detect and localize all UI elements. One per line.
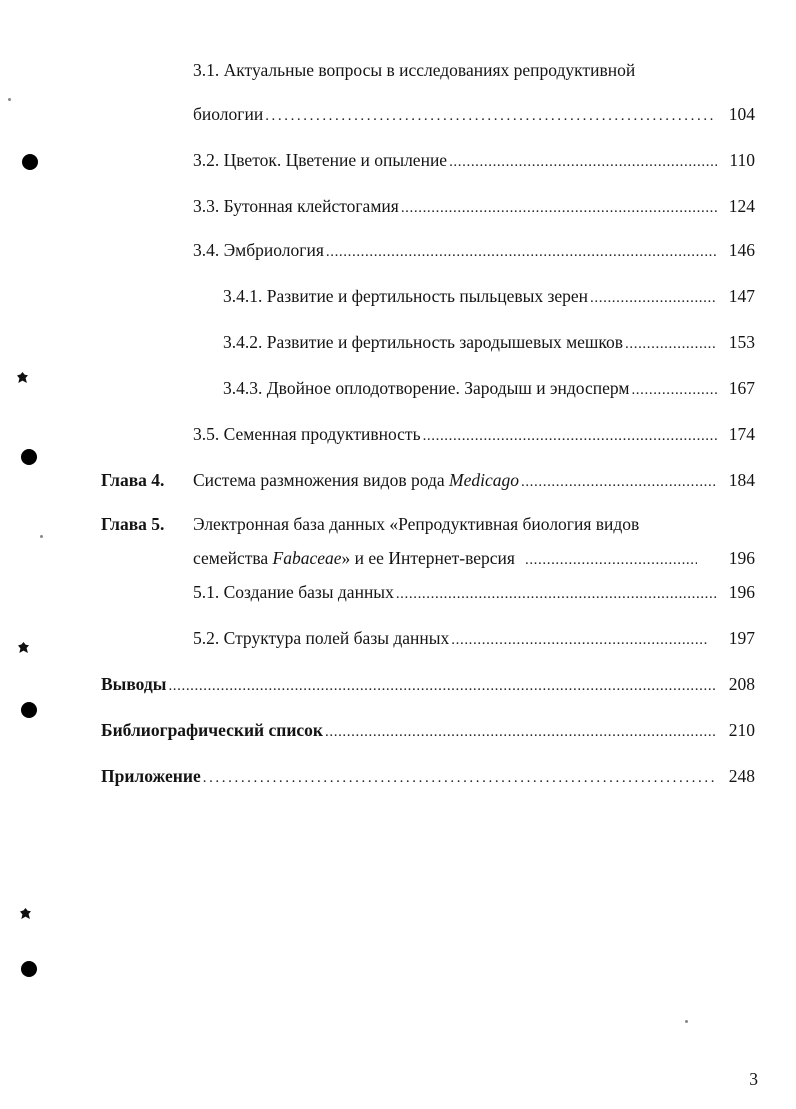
dot-leader (449, 154, 717, 171)
toc-page-number: 248 (728, 766, 755, 786)
dot-leader (451, 632, 707, 649)
toc-page-number: 196 (728, 582, 755, 602)
toc-page-number: 208 (728, 674, 755, 694)
dot-leader (325, 724, 717, 741)
toc-entry-label: 5.1. Создание базы данных (193, 582, 394, 602)
toc-entry-label: 3.4.1. Развитие и фертильность пыльцевых зерен (223, 286, 589, 306)
toc-entry-label: Система размножения видов рода Medicago (193, 470, 519, 490)
toc-page-number: 110 (729, 150, 755, 170)
toc-page-number: 197 (728, 628, 755, 648)
toc-entry-3-1[interactable] (193, 104, 755, 130)
toc-page-number: 153 (728, 332, 755, 352)
toc-entry-label: 5.2. Структура полей базы данных (193, 628, 450, 648)
toc-page-number: 104 (728, 104, 755, 124)
toc-page-number: 184 (728, 470, 755, 490)
dot-leader (168, 678, 717, 695)
toc-page-number: 124 (728, 196, 755, 216)
toc-entry-bibliography[interactable] (101, 720, 755, 746)
toc-entry-label: 3.2. Цветок. Цветение и опыление (193, 150, 448, 170)
toc-entry-3-4-1[interactable] (223, 286, 755, 312)
toc-page-number: 146 (728, 240, 755, 260)
toc-entry-appendix[interactable] (101, 766, 755, 792)
punch-hole-icon (21, 449, 37, 465)
toc-entry-5-1[interactable] (193, 582, 755, 608)
dot-leader (423, 428, 717, 445)
dot-leader (631, 382, 717, 399)
toc-page-number: 167 (728, 378, 755, 398)
toc-entry-label: 3.5. Семенная продуктивность (193, 424, 421, 444)
scan-blot-icon (18, 642, 29, 653)
punch-hole-icon (21, 702, 37, 718)
scan-speck (8, 98, 11, 101)
toc-entry-3-4-2[interactable] (223, 332, 755, 358)
dot-leader (521, 474, 717, 491)
toc-entry-label: 3.4.2. Развитие и фертильность зародышевых мешков (223, 332, 624, 352)
toc-entry-chapter-4[interactable] (193, 470, 755, 496)
scan-blot-icon (17, 372, 28, 383)
punch-hole-icon (21, 961, 37, 977)
chapter-5-label: Глава 5. (101, 514, 165, 534)
dot-leader (326, 244, 717, 261)
scan-blot-icon (20, 908, 31, 919)
toc-page-number: 147 (728, 286, 755, 306)
toc-page-number: 174 (728, 424, 755, 444)
toc-entry-label: биологии (193, 104, 264, 124)
page-number: 3 (749, 1069, 758, 1089)
scan-speck (40, 535, 43, 538)
toc-entry-label: семейства Fabaceae» и ее Интернет-версия (193, 548, 515, 568)
toc-page-number: 196 (728, 548, 755, 568)
toc-page-number: 210 (728, 720, 755, 740)
punch-hole-icon (22, 154, 38, 170)
toc-entry-3-4[interactable] (193, 240, 755, 266)
toc-entry-label: Приложение (101, 766, 201, 786)
toc-entry-3-1-line1: 3.1. Актуальные вопросы в исследованиях репродуктивной (193, 60, 636, 80)
toc-entry-3-4-3[interactable] (223, 378, 755, 404)
toc-entry-label: 3.3. Бутонная клейстогамия (193, 196, 399, 216)
dot-leader (396, 586, 717, 603)
toc-entry-3-2[interactable] (193, 150, 755, 176)
toc-entry-3-3[interactable] (193, 196, 755, 222)
toc-entry-chapter-5[interactable] (193, 548, 755, 574)
dot-leader (265, 108, 717, 125)
toc-entry-label: 3.4.3. Двойное оплодотворение. Зародыш и эндосперм (223, 378, 630, 398)
toc-entry-3-5[interactable] (193, 424, 755, 450)
scan-speck (685, 1020, 688, 1023)
dot-leader (590, 290, 717, 307)
toc-entry-label: 3.4. Эмбриология (193, 240, 324, 260)
toc-entry-chapter-5-line1: Электронная база данных «Репродуктивная биология видов (193, 514, 640, 534)
toc-entry-5-2[interactable] (193, 628, 755, 654)
dot-leader (525, 552, 697, 569)
dot-leader (625, 336, 717, 353)
chapter-4-label: Глава 4. (101, 470, 165, 490)
toc-entry-conclusions[interactable] (101, 674, 755, 700)
toc-entry-label: Выводы (101, 674, 167, 694)
dot-leader (203, 770, 717, 787)
toc-entry-label: Библиографический список (101, 720, 324, 740)
dot-leader (401, 200, 717, 217)
